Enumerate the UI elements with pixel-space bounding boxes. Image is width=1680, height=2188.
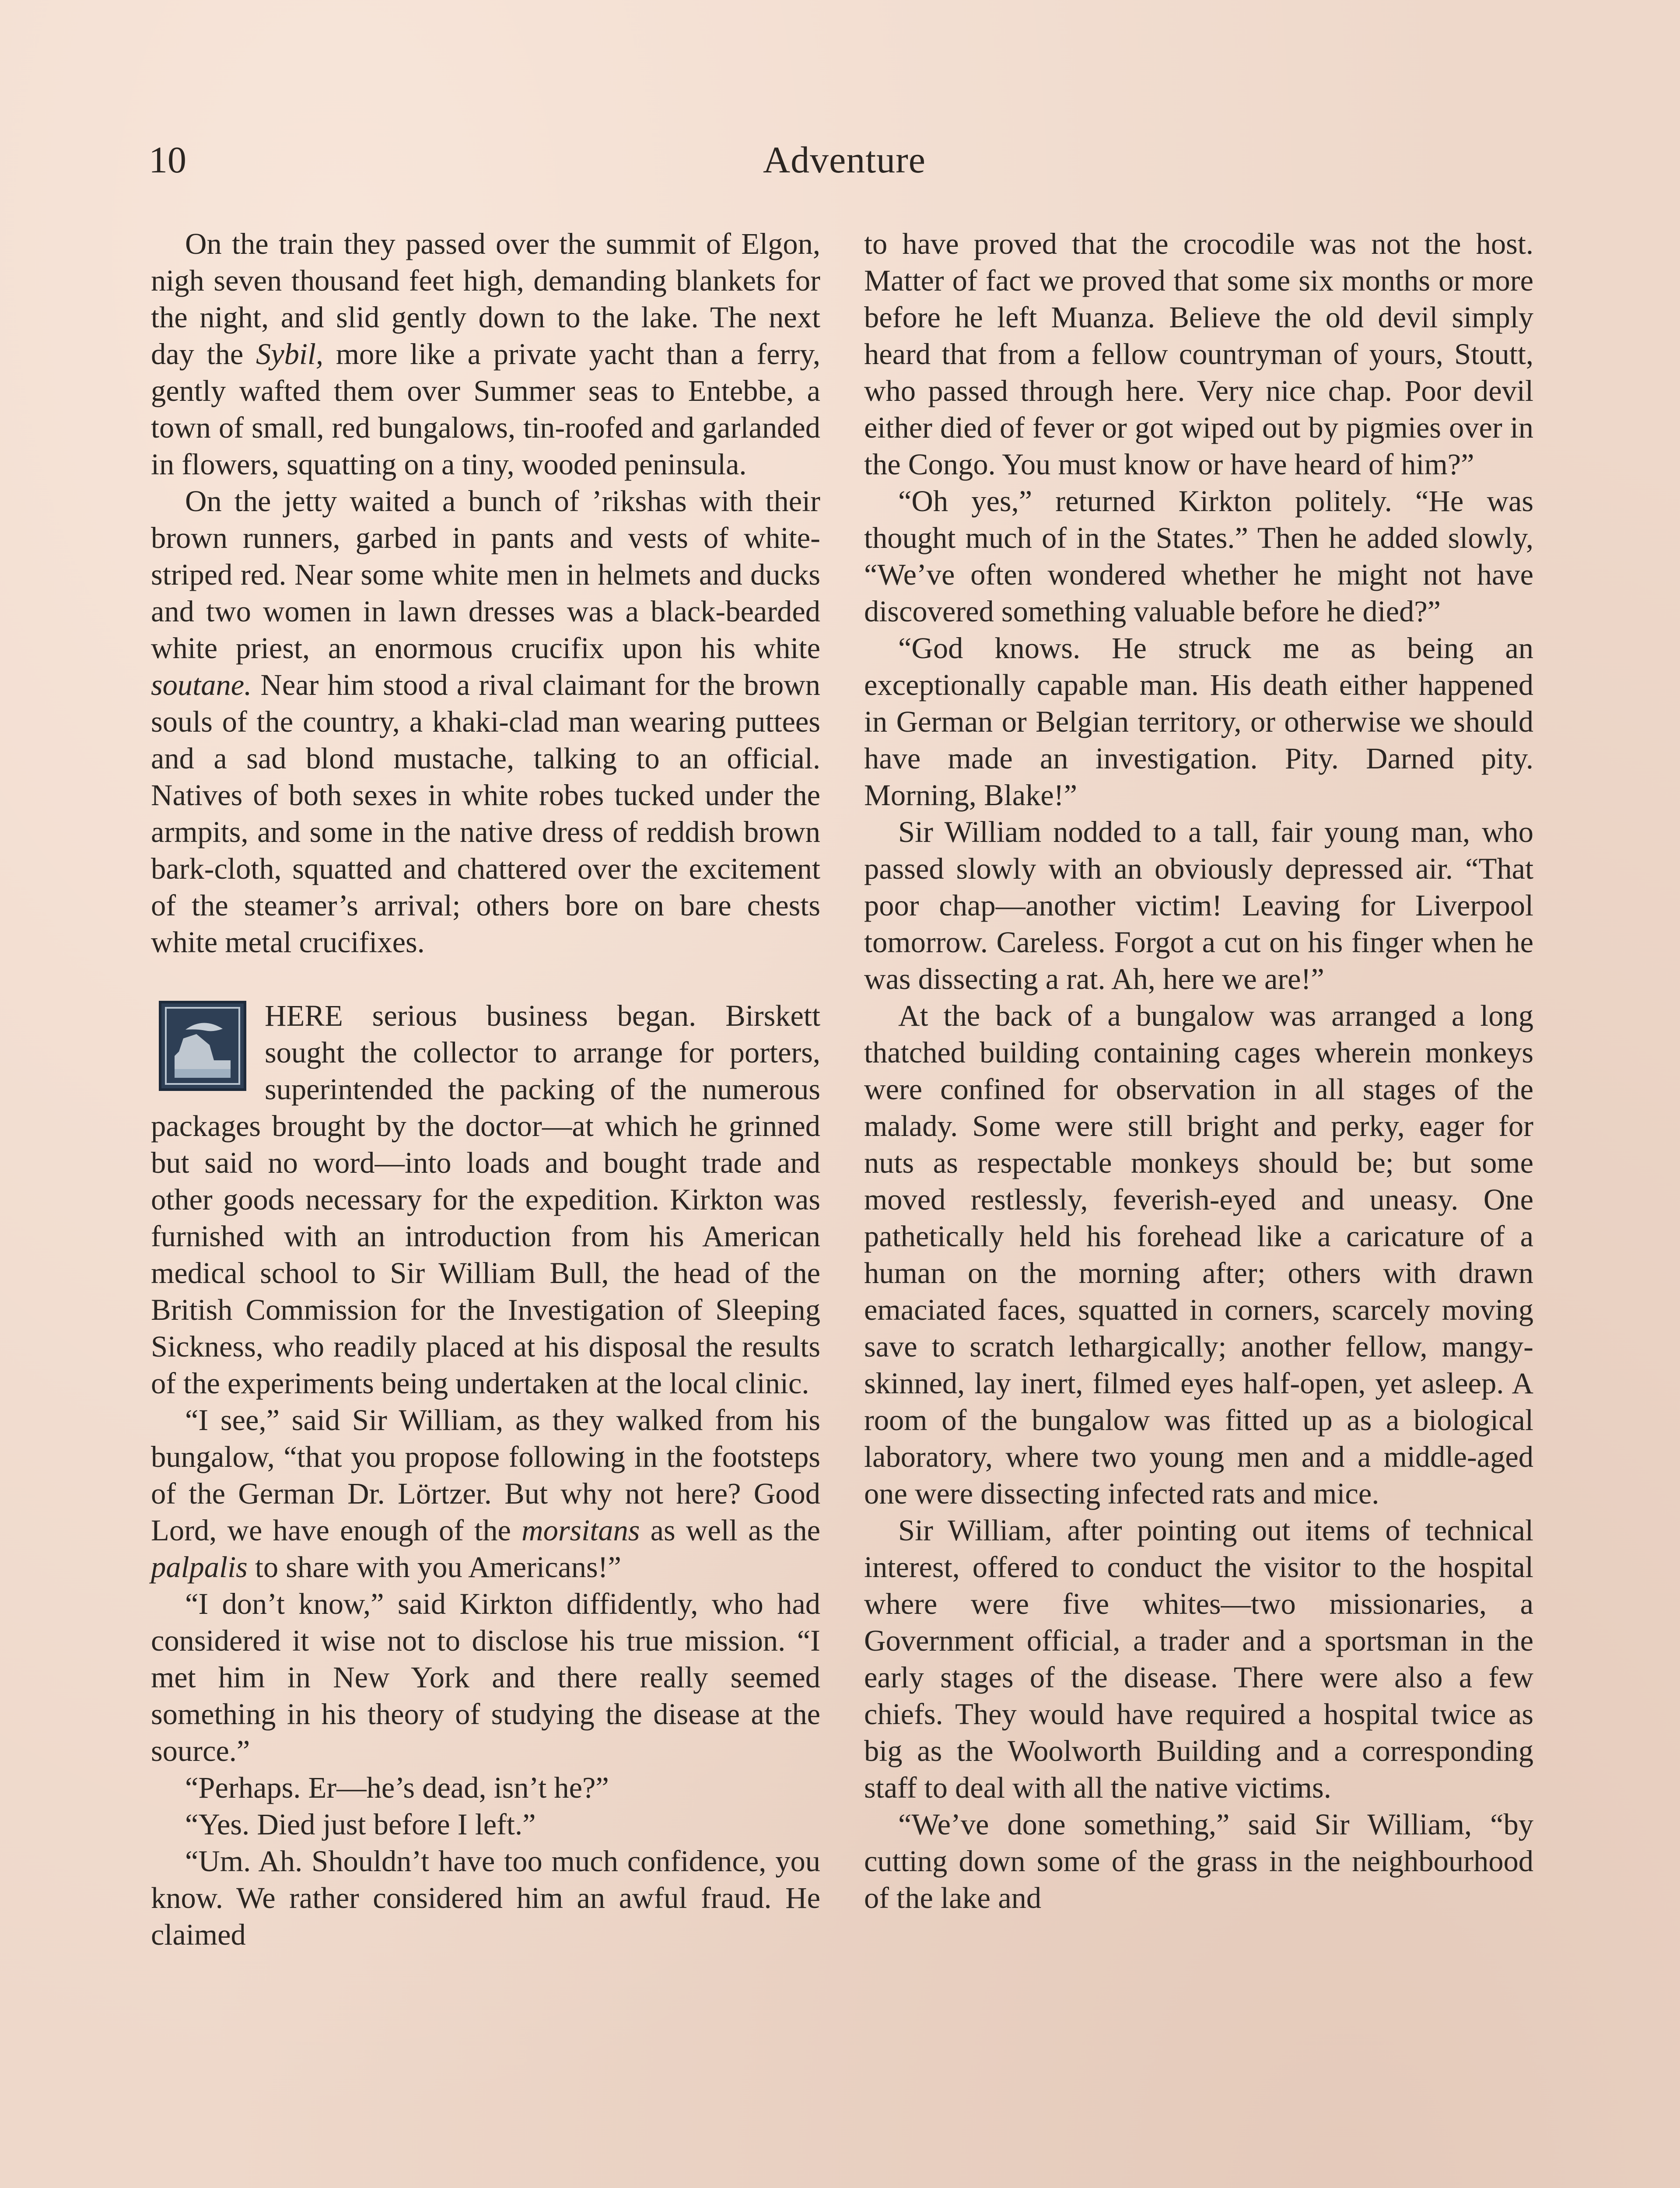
paragraph: “Yes. Died just before I left.” <box>185 1808 536 1841</box>
paragraph: “We’ve done something,” said Sir William, “by cutting down some of the grass in the neighbourhood of the lake and <box>864 1808 1533 1914</box>
paragraph: On the train they passed over the summit of Elgon, nigh seven thousand feet high, demanding blankets for the night, and slid gently down to the lake. The next day the Sybil, more like a private yacht than a ferry, gently wafted them over Summer seas to Entebbe, a town of small, red bungalows, tin-roofed and garlanded in flowers, squatting on a tiny, wooded peninsula. <box>151 227 821 481</box>
paragraph: Sir William nodded to a tall, fair young man, who passed slowly with an obviously depressed air. “That poor chap—another victim! Leaving for Liverpool tomorrow. Careless. Forgot a cut on his finger when he was dissecting a rat. Ah, here we are!” <box>864 815 1533 996</box>
paragraph: On the jetty waited a bunch of ’rikshas with their brown runners, garbed in pants and vests of white-striped red. Near some white men in helmets and ducks and two women in lawn dresses was a black-bearded white priest, an enormous crucifix upon his white soutane. Near him stood a rival claimant for the brown souls of the country, a khaki-clad man wearing puttees and a sad blond mustache, talking to an official. Natives of both sexes in white robes tucked under the armpits, and some in the native dress of reddish brown bark-cloth, squatted and chattered over the excitement of the steamer’s arrival; others bore on bare chests white metal crucifixes. <box>151 484 820 959</box>
paragraph: Sir William, after pointing out items of technical interest, offered to conduct the visitor to the hospital where were five whites—two missionaries, a Government official, a trader and a sportsman in the early stages of the disease. There were also a few chiefs. They would have required a hospital twice as big as the Woolworth Building and a corresponding staff to deal with all the native victims. <box>864 1514 1533 1804</box>
paragraph: “I don’t know,” said Kirkton diffidently, who had considered it wise not to disclose his true mission. “I met him in New York and there really seemed something in his theory of studying the disease at the source.” <box>151 1587 820 1767</box>
paragraph: to have proved that the crocodile was not the host. Matter of fact we proved that some six months or more before he left Muanza. Believe the old devil simply heard that from a fellow countryman of yours, Stoutt, who passed through here. Very nice chap. Poor devil either died of fever or got wiped out by pigmies over in the Congo. You must know or have heard of him?” <box>864 227 1533 481</box>
paragraph: “Oh yes,” returned Kirkton politely. “He was thought much of in the States.” Then he added slowly, “We’ve often wondered whether he might not have discovered something valuable before he died?” <box>864 484 1533 628</box>
running-head: Adventure <box>763 139 926 181</box>
section-opening <box>151 997 820 1402</box>
right-column <box>864 225 1533 1916</box>
left-column <box>151 225 820 1953</box>
section-break <box>151 961 820 997</box>
paragraph: “God knows. He struck me as being an exceptionally capable man. His death either happened in German or Belgian territory, or otherwise we should have made an investigation. Pity. Darned pity. Morning, Blake!” <box>864 631 1533 812</box>
page-number: 10 <box>149 139 186 181</box>
drop-cap-illustration-icon <box>159 1001 246 1091</box>
paragraph: “I see,” said Sir William, as they walked from his bungalow, “that you propose following in the footsteps of the German Dr. Lörtzer. But why not here? Good Lord, we have enough of the morsitans as well as the palpalis to share with you Americans!” <box>151 1403 820 1584</box>
paragraph: HERE serious business began. Birskett sought the collector to arrange for porters, superintended the packing of the numerous packages brought by the doctor—at which he grinned but said no word—into loads and bought trade and other goods necessary for the expedition. Kirkton was furnished with an introduction from his American medical school to Sir William Bull, the head of the British Commission for the Investigation of Sleeping Sickness, who readily placed at his disposal the results of the experiments being undertaken at the local clinic. <box>151 999 820 1400</box>
paragraph: At the back of a bungalow was arranged a long thatched building containing cages wherein monkeys were confined for observation in all stages of the malady. Some were still bright and perky, eager for nuts as respectable monkeys should be; but some moved restlessly, feverish-eyed and uneasy. One pathetically held his forehead like a caricature of a human on the morning after; others with drawn emaciated faces, squatted in corners, scarcely moving save to scratch lethargically; another fellow, mangy-skinned, lay inert, filmed eyes half-open, yet asleep. A room of the bungalow was fitted up as a biological laboratory, where two young men and a middle-aged one were dissecting infected rats and mice. <box>864 999 1533 1510</box>
paragraph: “Um. Ah. Shouldn’t have too much confidence, you know. We rather considered him an awful fraud. He claimed <box>151 1844 820 1951</box>
page-header <box>149 131 1540 188</box>
paragraph: “Perhaps. Er—he’s dead, isn’t he?” <box>185 1771 609 1804</box>
